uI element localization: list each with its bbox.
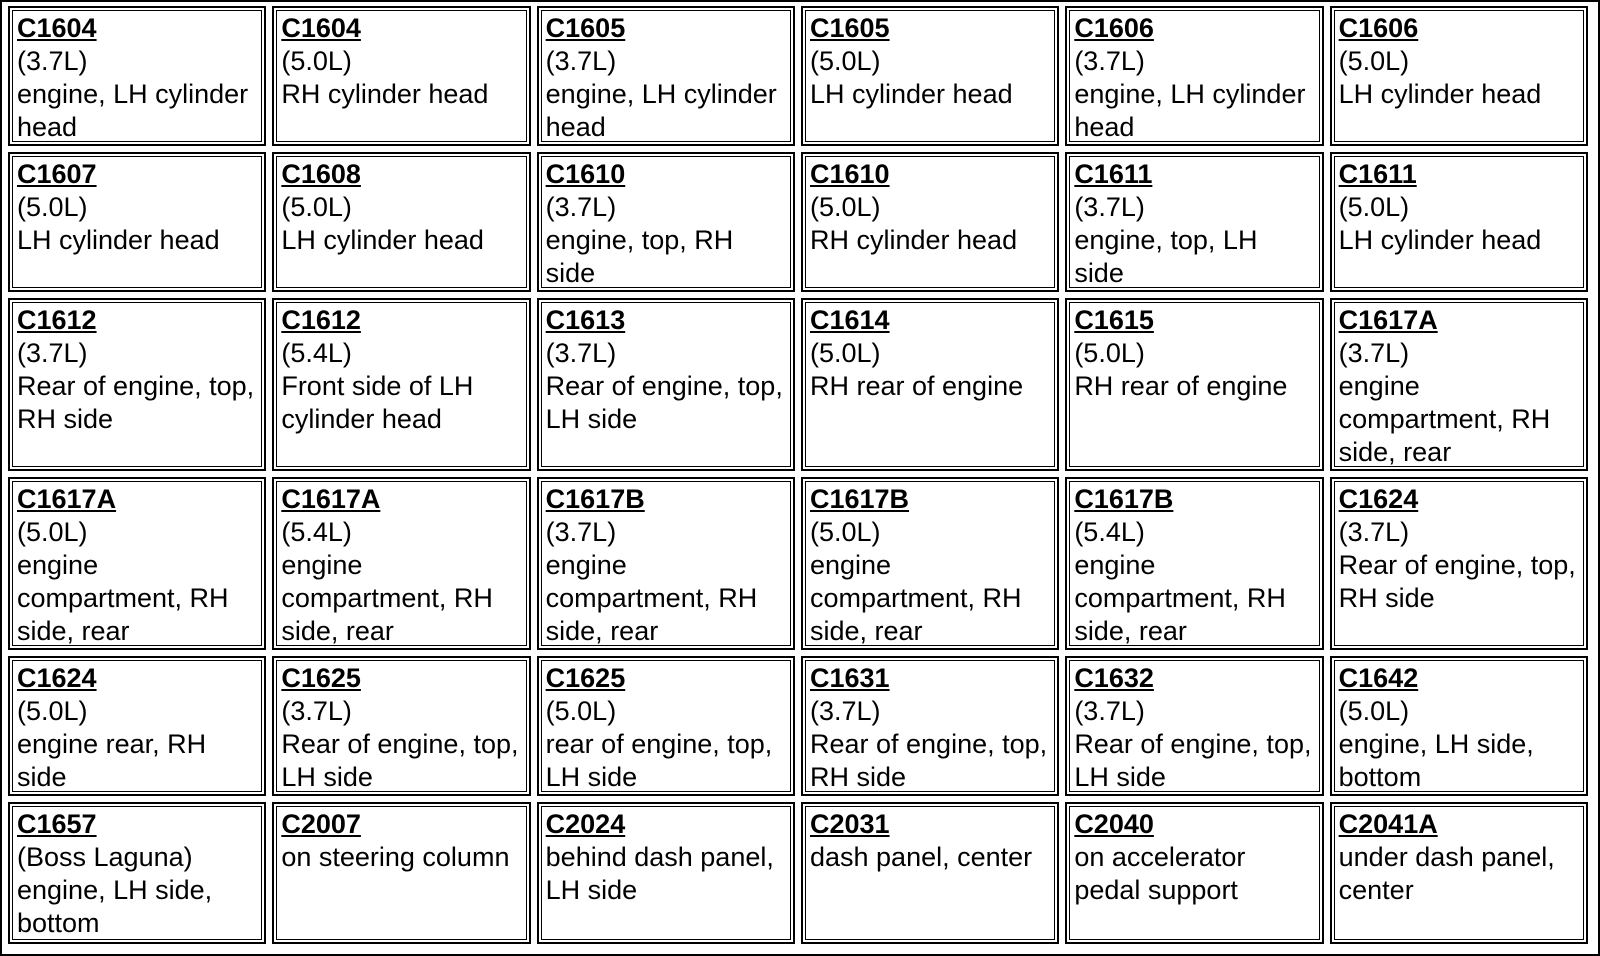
connector-link[interactable]: C1631 [809,663,890,693]
connector-location: Rear of engine, top, RH side [1338,550,1576,613]
engine-variant: (5.0L) [809,46,881,76]
connector-location: engine compartment, RH side, rear [281,550,493,646]
connector-location-table [2,0,1594,950]
table-cell [801,477,1059,650]
table-cell [1330,298,1588,471]
table-cell [8,6,266,146]
engine-variant: (3.7L) [1074,192,1145,222]
connector-link[interactable]: C1606 [1338,13,1419,43]
table-row [8,802,1588,944]
table-cell [1065,6,1323,146]
table-cell [537,656,795,796]
engine-variant: (5.0L) [281,192,352,222]
table-cell [1330,477,1588,650]
table-cell [1330,656,1588,796]
engine-variant: (3.7L) [545,46,617,76]
engine-variant: (5.0L) [281,46,352,76]
engine-variant: (3.7L) [1074,696,1145,726]
connector-location: engine, LH cylinder head [1074,79,1306,142]
connector-location: on accelerator pedal support [1074,842,1246,905]
connector-link[interactable]: C1607 [17,159,97,189]
table-cell [537,802,795,944]
table-cell [801,656,1059,796]
connector-link[interactable]: C1617B [1074,484,1174,514]
connector-location: engine, LH cylinder head [17,79,249,142]
engine-variant: (3.7L) [809,696,881,726]
connector-location: LH cylinder head [809,79,1013,109]
connector-link[interactable]: C1611 [1074,159,1153,189]
table-cell [8,477,266,650]
connector-link[interactable]: C2031 [809,809,890,839]
table-cell [8,656,266,796]
connector-link[interactable]: C1615 [1074,305,1154,335]
connector-location: LH cylinder head [1338,79,1542,109]
connector-location: engine compartment, RH side, rear [17,550,229,646]
connector-link[interactable]: C2007 [281,809,361,839]
connector-location: engine, top, RH side [545,225,734,288]
engine-variant: (5.0L) [809,192,881,222]
engine-variant: (5.0L) [17,517,88,547]
engine-variant: (3.7L) [17,338,88,368]
connector-location: Rear of engine, top, RH side [17,371,255,434]
connector-link[interactable]: C1610 [809,159,890,189]
engine-variant: (3.7L) [1338,517,1410,547]
engine-variant: (5.0L) [1338,192,1410,222]
table-row [8,6,1588,146]
table-cell [272,6,530,146]
table-cell [801,6,1059,146]
connector-location: under dash panel, center [1338,842,1555,905]
connector-location: dash panel, center [809,842,1033,872]
connector-link[interactable]: C2024 [545,809,626,839]
table-cell [1065,656,1323,796]
connector-location: engine, LH side, bottom [17,875,213,938]
table-row [8,298,1588,471]
table-cell [1330,152,1588,292]
table-row [8,477,1588,650]
connector-link[interactable]: C1611 [1338,159,1417,189]
engine-variant: (3.7L) [545,192,617,222]
table-cell [537,477,795,650]
table-cell [1065,477,1323,650]
engine-variant: (5.0L) [809,517,881,547]
connector-link[interactable]: C1613 [545,305,626,335]
table-cell [537,298,795,471]
engine-variant: (3.7L) [1074,46,1145,76]
table-cell [801,802,1059,944]
connector-location: engine, top, LH side [1074,225,1258,288]
connector-link[interactable]: C1605 [809,13,890,43]
engine-variant: (5.4L) [281,517,352,547]
table-cell [1065,298,1323,471]
connector-link[interactable]: C1632 [1074,663,1154,693]
engine-variant: (3.7L) [1338,338,1410,368]
table-cell [8,152,266,292]
connector-link[interactable]: C1625 [281,663,361,693]
table-cell [272,802,530,944]
connector-location: Rear of engine, top, LH side [1074,729,1312,792]
engine-variant: (3.7L) [545,517,617,547]
connector-location: RH rear of engine [809,371,1024,401]
connector-link[interactable]: C1608 [281,159,361,189]
table-cell [801,298,1059,471]
connector-location: Rear of engine, top, RH side [809,729,1048,792]
engine-variant: (5.0L) [1338,46,1410,76]
connector-location: RH cylinder head [809,225,1018,255]
table-cell [801,152,1059,292]
connector-location: engine compartment, RH side, rear [809,550,1022,646]
connector-location: rear of engine, top, LH side [545,729,773,792]
table-row [8,656,1588,796]
table-row [8,152,1588,292]
table-cell [537,152,795,292]
table-cell [1330,802,1588,944]
table-cell [272,477,530,650]
connector-link[interactable]: C1605 [545,13,626,43]
connector-link[interactable]: C1617A [17,484,117,514]
engine-variant: (3.7L) [17,46,88,76]
table-cell [1065,802,1323,944]
connector-location: Front side of LH cylinder head [281,371,474,434]
connector-location: on steering column [281,842,510,872]
connector-link[interactable]: C1625 [545,663,626,693]
connector-location: LH cylinder head [1338,225,1542,255]
table-cell [8,802,266,944]
connector-location: RH cylinder head [281,79,489,109]
connector-location: behind dash panel, LH side [545,842,774,905]
table-cell [272,298,530,471]
engine-variant: (5.4L) [281,338,352,368]
connector-link[interactable]: C1617A [281,484,381,514]
engine-variant: (5.0L) [809,338,881,368]
connector-link[interactable]: C1617A [1338,305,1438,335]
connector-link[interactable]: C1612 [281,305,361,335]
connector-location: engine, LH cylinder head [545,79,777,142]
table-cell [272,152,530,292]
connector-link[interactable]: C1617B [809,484,910,514]
table-cell [8,298,266,471]
connector-location: LH cylinder head [281,225,484,255]
table-cell [1065,152,1323,292]
connector-link[interactable]: C2041A [1338,809,1438,839]
engine-variant: (5.0L) [17,192,88,222]
connector-link[interactable]: C1617B [545,484,645,514]
connector-location: Rear of engine, top, LH side [281,729,519,792]
connector-link[interactable]: C1606 [1074,13,1154,43]
connector-link[interactable]: C1624 [17,663,97,693]
connector-location: RH rear of engine [1074,371,1288,401]
connector-link[interactable]: C2040 [1074,809,1154,839]
engine-variant: (5.4L) [1074,517,1145,547]
connector-link[interactable]: C1614 [809,305,890,335]
connector-location: engine compartment, RH side, rear [1074,550,1286,646]
connector-location: engine, LH side, bottom [1338,729,1534,792]
connector-location: engine compartment, RH side, rear [545,550,758,646]
connector-link[interactable]: C1642 [1338,663,1419,693]
engine-variant: (3.7L) [281,696,352,726]
engine-variant: (3.7L) [545,338,617,368]
engine-variant: (5.0L) [545,696,617,726]
table-cell [537,6,795,146]
engine-variant: (5.0L) [1074,338,1145,368]
connector-link[interactable]: C1604 [17,13,97,43]
connector-location: engine rear, RH side [17,729,207,792]
connector-link[interactable]: C1604 [281,13,361,43]
connector-link[interactable]: C1657 [17,809,97,839]
connector-link[interactable]: C1610 [545,159,626,189]
connector-link[interactable]: C1624 [1338,484,1419,514]
connector-link[interactable]: C1612 [17,305,97,335]
table-cell [1330,6,1588,146]
engine-variant: (5.0L) [1338,696,1410,726]
connector-location: LH cylinder head [17,225,220,255]
table-cell [272,656,530,796]
connector-location: engine compartment, RH side, rear [1338,371,1551,467]
engine-variant: (Boss Laguna) [17,842,193,872]
engine-variant: (5.0L) [17,696,88,726]
connector-location: Rear of engine, top, LH side [545,371,783,434]
